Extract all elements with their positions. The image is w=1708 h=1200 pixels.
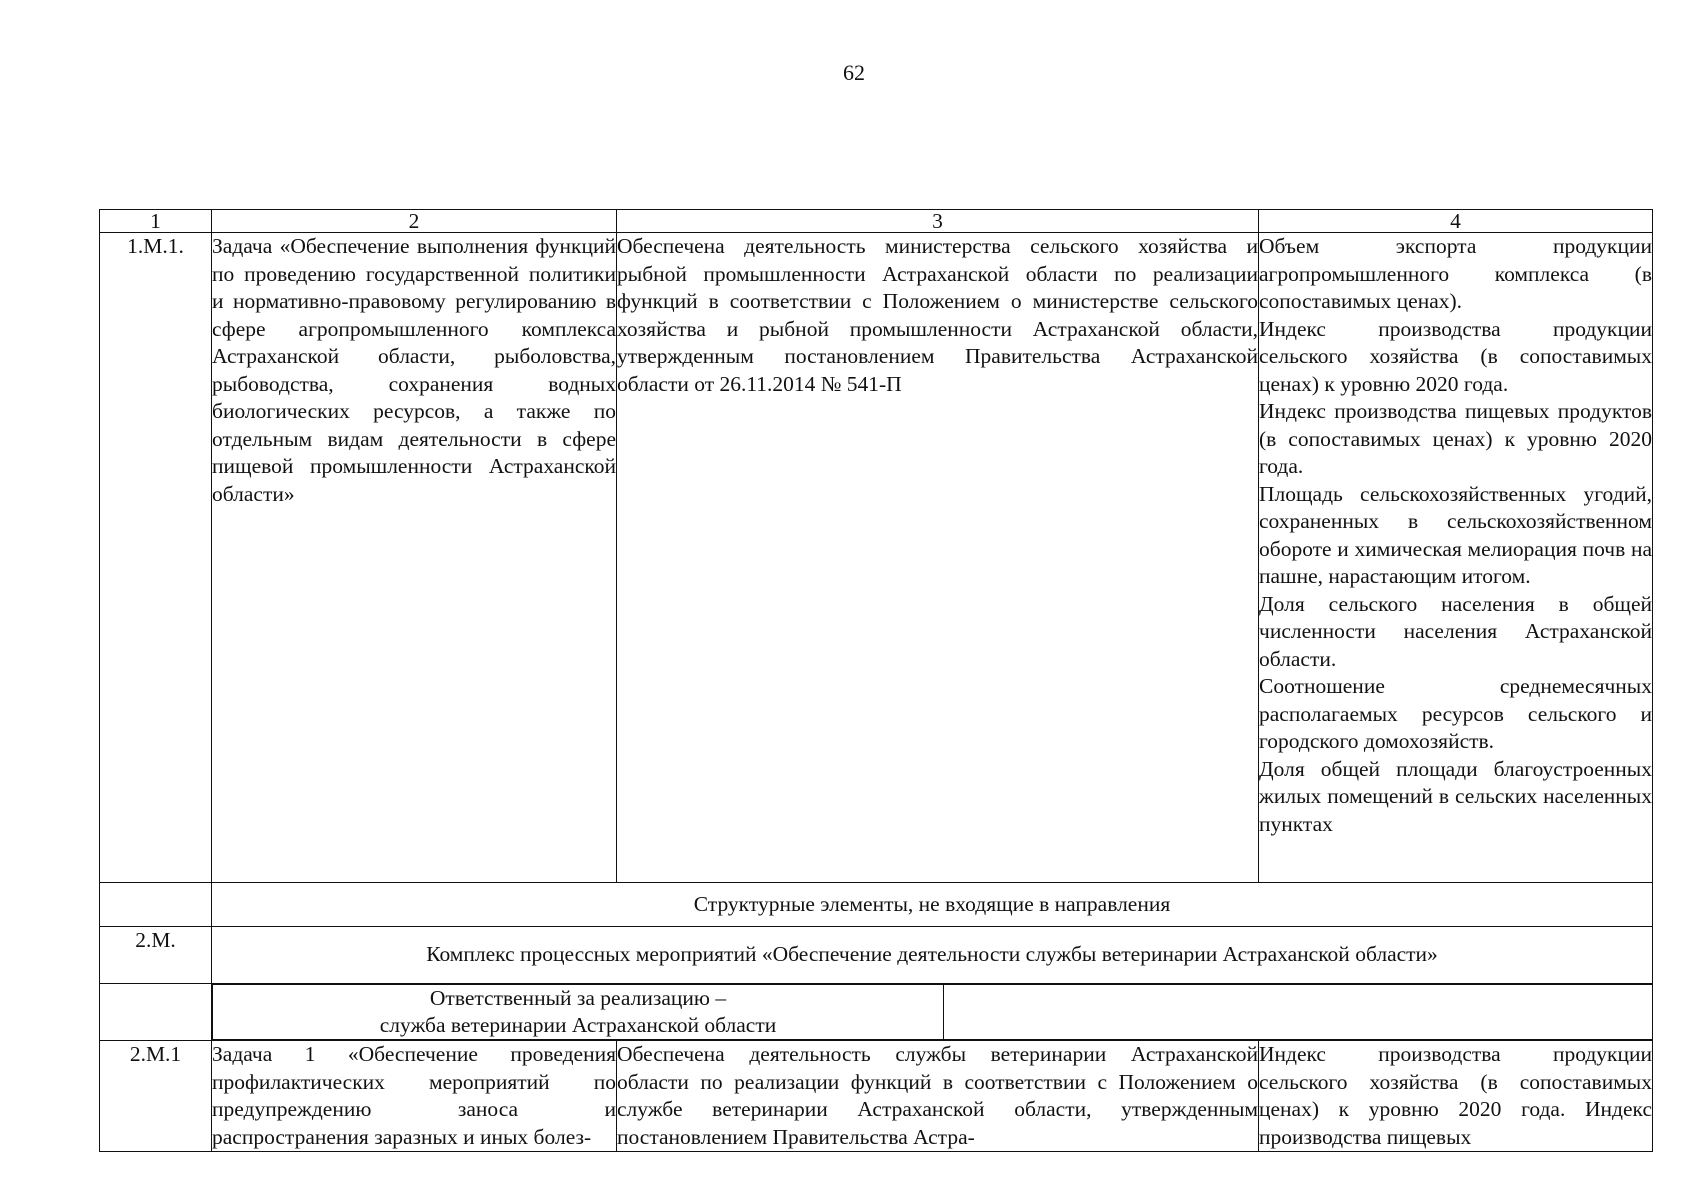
- table-row: [100, 1041, 1653, 1152]
- responsible-table: [212, 984, 1652, 1040]
- indicator-item: Индекс производства продукции сельского хозяйства (в сопоставимых ценах) к уровню 2020 года.: [1259, 316, 1652, 396]
- responsible-label: [213, 985, 944, 1040]
- responsible-line-1: Ответственный за реализацию –: [429, 986, 727, 1010]
- row-number: 1.М.1.: [100, 233, 212, 883]
- complex-title: Комплекс процессных мероприятий «Обеспечение деятельности службы ветеринарии Астраханской области»: [212, 927, 1653, 984]
- page-number: 62: [843, 60, 865, 85]
- header-col-2: 2: [212, 210, 617, 233]
- indicator-item: Индекс производства пищевых продуктов (в сопоставимых ценах) к уровню 2020 года.: [1259, 399, 1652, 478]
- section-heading: Структурные элементы, не входящие в направления: [212, 883, 1653, 927]
- structural-heading-row: [100, 883, 1653, 927]
- indicators-cell: [1259, 1041, 1653, 1152]
- indicators-text: Индекс производства продукции сельского хозяйства (в сопоставимых ценах) к уровню 2020 года. Индекс производства пищевых: [1259, 1042, 1652, 1149]
- header-col-1: 1: [100, 210, 212, 233]
- header-col-4: 4: [1259, 210, 1653, 233]
- row-number: 2.М.1: [100, 1041, 212, 1152]
- responsible-value: [944, 985, 1653, 1040]
- result-cell: Обеспечена деятельность министерства сельского хозяйства и рыбной промышленности Астраханской области по реализации функций в соответствии с Положением о министерстве сельского хозяйства и рыбной промышленности Астраханской области, утвержденным постановлением Правительства Астраханской области от 26.11.2014 № 541-П: [617, 233, 1259, 883]
- complex-row: [100, 927, 1653, 984]
- indicator-item: Доля общей площади благоустроенных жилых помещений в сельских населенных пунктах: [1259, 756, 1652, 836]
- empty-cell: [100, 883, 212, 927]
- header-col-3: 3: [617, 210, 1259, 233]
- row-number: 2.М.: [100, 927, 212, 984]
- task-text: Задача 1 «Обеспечение проведения профилактических мероприятий по предупреждению заноса и распространения заразных и иных болез-: [212, 1042, 616, 1149]
- indicators-cell: [1259, 233, 1653, 883]
- result-cell: [617, 1041, 1259, 1152]
- responsible-row: [100, 984, 1653, 1041]
- indicator-item: Соотношение среднемесячных располагаемых ресурсов сельского и городского домохозяйств.: [1259, 674, 1652, 753]
- empty-cell: [100, 984, 212, 1041]
- task-cell: [212, 1041, 617, 1152]
- indicator-item: Объем экспорта продукции агропромышленного комплекса (в сопоставимых ценах).: [1259, 234, 1652, 313]
- responsible-cell: [212, 984, 1653, 1041]
- indicator-item: Доля сельского населения в общей численности населения Астраханской области.: [1259, 591, 1652, 671]
- program-table: [99, 209, 1653, 1152]
- indicator-item: Площадь сельскохозяйственных угодий, сохраненных в сельскохозяйственном обороте и химическая мелиорация почв на пашне, нарастающим итогом.: [1259, 481, 1652, 588]
- task-cell: Задача «Обеспечение выполнения функций по проведению государственной политики и нормативно-правовому регулированию в сфере агропромышленного комплекса Астраханской области, рыболовства, рыбоводства, сохранения водных биологических ресурсов, а также по отдельным видам деятельности в сфере пищевой промышленности Астраханской области»: [212, 233, 617, 883]
- responsible-line-2: служба ветеринарии Астраханской области: [379, 1013, 777, 1037]
- result-text: Обеспечена деятельность службы ветеринарии Астраханской области по реализации функций в соответствии с Положением о службе ветеринарии Астраханской области, утвержденным постановлением Правительства Астра-: [617, 1042, 1258, 1149]
- table-row: [100, 233, 1653, 883]
- header-row: [100, 210, 1653, 233]
